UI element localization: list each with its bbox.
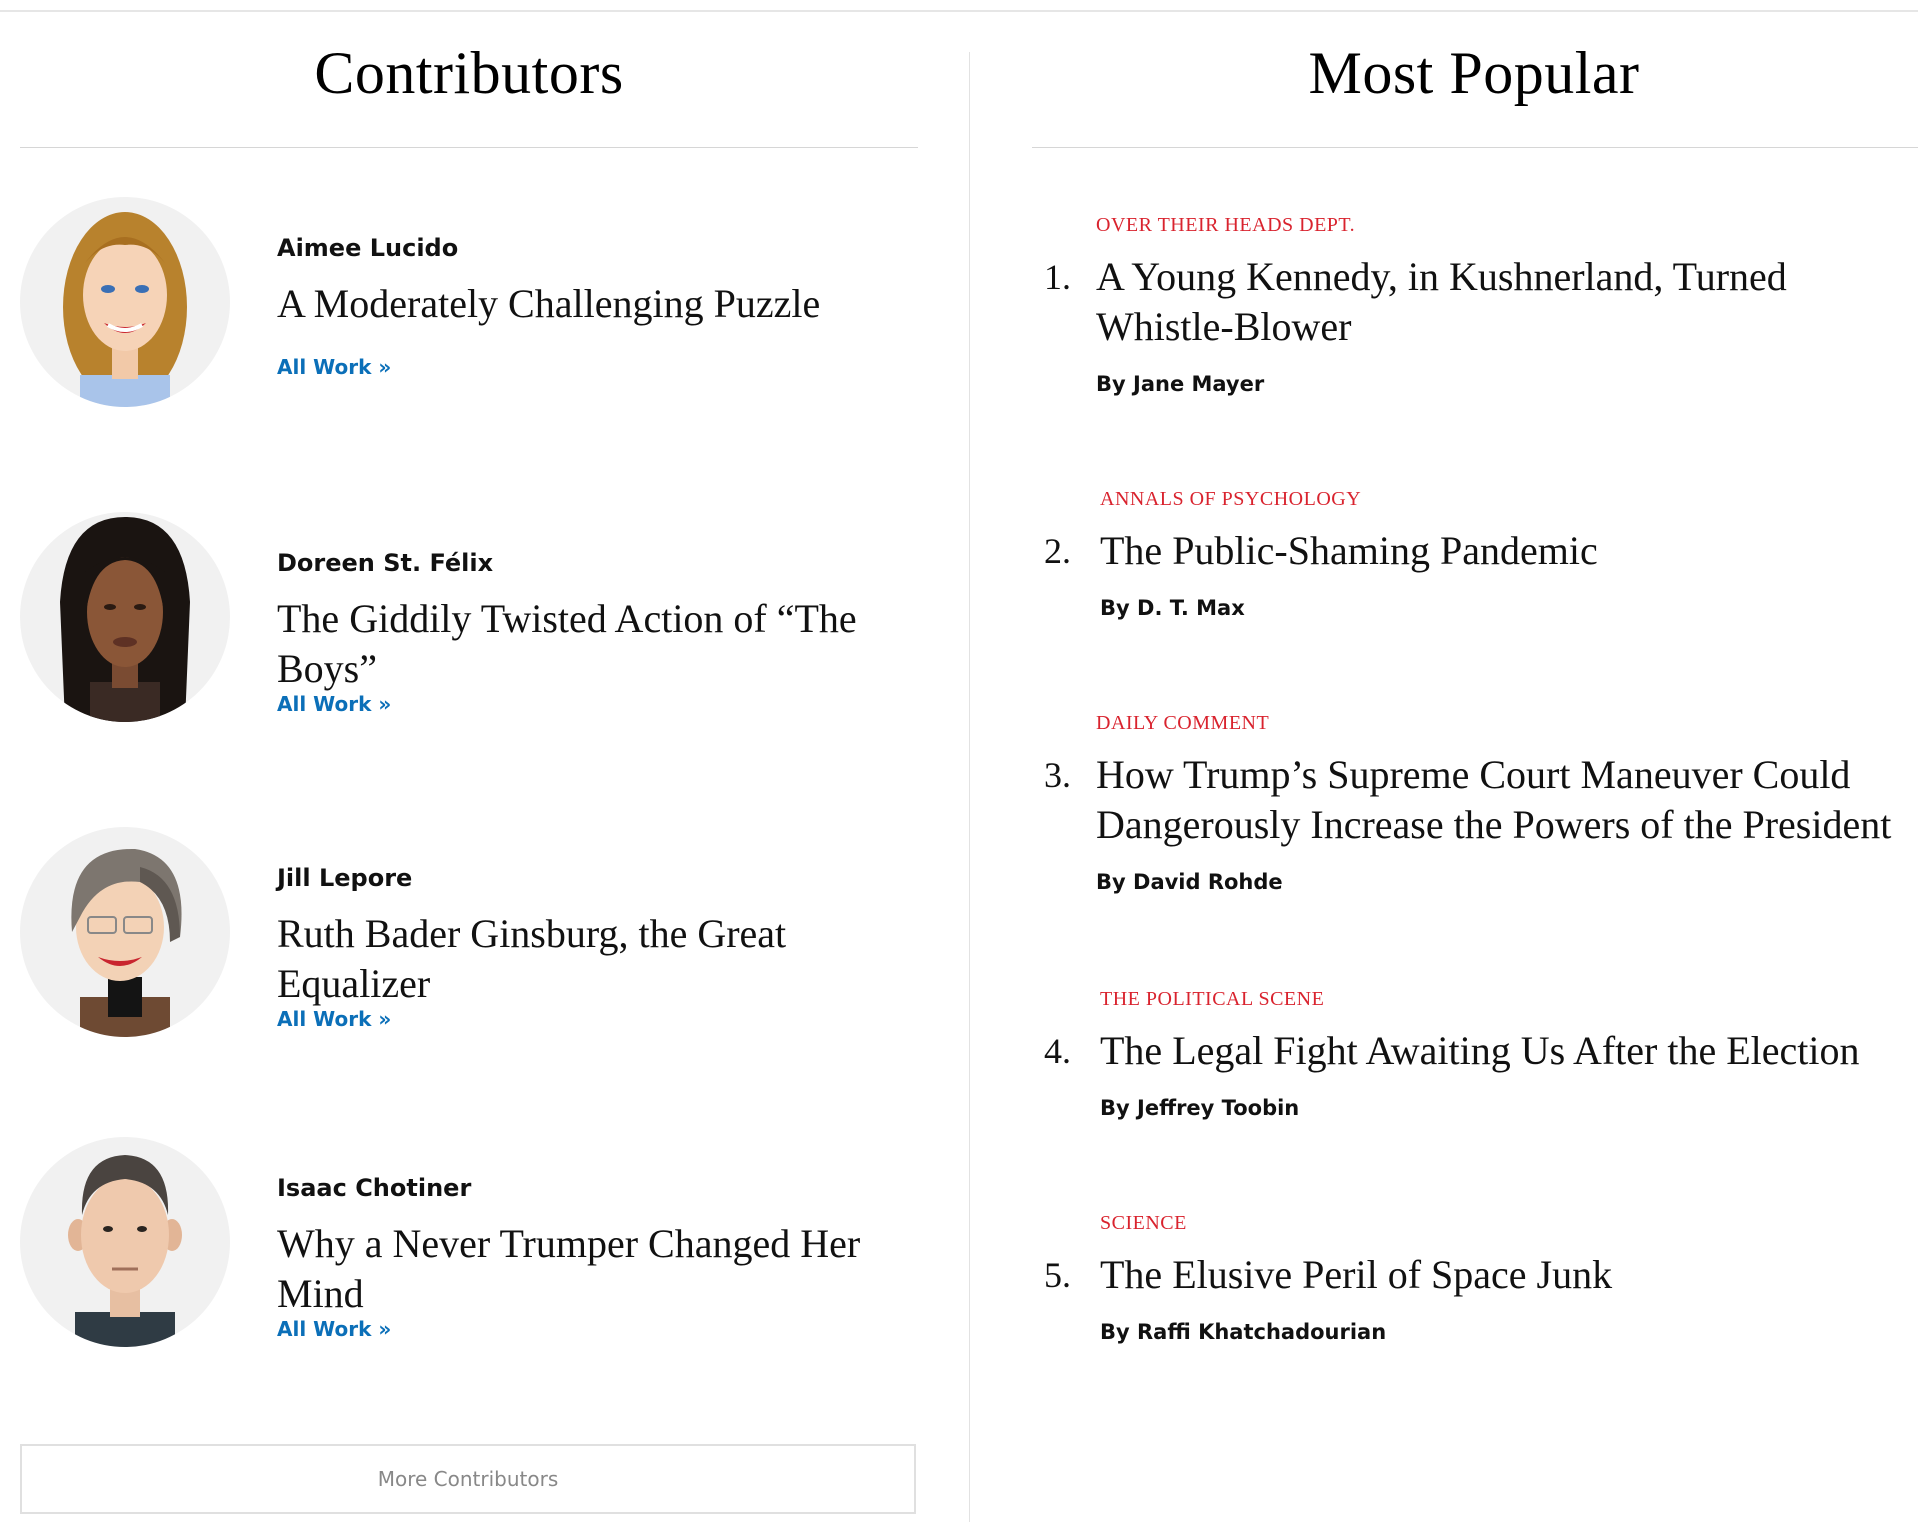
top-divider bbox=[0, 10, 1918, 12]
contributor-card bbox=[20, 1137, 918, 1367]
byline[interactable]: By Jane Mayer bbox=[1096, 372, 1265, 396]
byline[interactable]: By D. T. Max bbox=[1100, 596, 1245, 620]
avatar-illustration-isaac bbox=[20, 1137, 230, 1347]
contributor-name[interactable]: Isaac Chotiner bbox=[277, 1174, 472, 1202]
rank-number: 5. bbox=[1044, 1255, 1071, 1295]
contributor-card bbox=[20, 512, 918, 742]
avatar-illustration-aimee bbox=[20, 197, 230, 407]
all-work-link[interactable]: All Work » bbox=[277, 355, 392, 379]
contributors-heading-rule bbox=[20, 147, 918, 148]
contributor-name[interactable]: Doreen St. Félix bbox=[277, 549, 494, 577]
byline[interactable]: By David Rohde bbox=[1096, 870, 1283, 894]
rank-number: 1. bbox=[1044, 257, 1071, 297]
more-contributors-button[interactable]: More Contributors bbox=[20, 1444, 916, 1514]
rubric-link[interactable]: SCIENCE bbox=[1100, 1212, 1187, 1234]
popular-headline[interactable]: The Public-Shaming Pandemic bbox=[1100, 528, 1598, 573]
popular-headline[interactable]: A Young Kennedy, in Kushnerland, Turned Whistle-Blower bbox=[1096, 254, 1787, 349]
avatar[interactable] bbox=[20, 197, 230, 407]
avatar-illustration-jill bbox=[20, 827, 230, 1037]
avatar[interactable] bbox=[20, 827, 230, 1037]
contributors-heading: Contributors bbox=[314, 40, 624, 106]
contributor-name[interactable]: Aimee Lucido bbox=[277, 234, 459, 262]
most-popular-heading: Most Popular bbox=[1308, 40, 1640, 106]
byline[interactable]: By Jeffrey Toobin bbox=[1100, 1096, 1300, 1120]
avatar-illustration-doreen bbox=[20, 512, 230, 722]
column-divider bbox=[969, 52, 970, 1522]
popular-headline[interactable]: The Elusive Peril of Space Junk bbox=[1100, 1252, 1613, 1297]
contributor-headline[interactable]: A Moderately Challenging Puzzle bbox=[277, 281, 821, 326]
rubric-link[interactable]: OVER THEIR HEADS DEPT. bbox=[1096, 214, 1356, 236]
avatar[interactable] bbox=[20, 1137, 230, 1347]
all-work-link[interactable]: All Work » bbox=[277, 692, 392, 716]
rank-number: 4. bbox=[1044, 1031, 1071, 1071]
contributor-headline[interactable]: Ruth Bader Ginsburg, the Great Equalizer bbox=[277, 911, 787, 1006]
popular-headline[interactable]: The Legal Fight Awaiting Us After the Election bbox=[1100, 1028, 1860, 1073]
rubric-link[interactable]: DAILY COMMENT bbox=[1096, 712, 1270, 734]
all-work-link[interactable]: All Work » bbox=[277, 1317, 392, 1341]
contributor-name[interactable]: Jill Lepore bbox=[277, 864, 413, 892]
all-work-link[interactable]: All Work » bbox=[277, 1007, 392, 1031]
contributor-headline[interactable]: The Giddily Twisted Action of “The Boys” bbox=[277, 596, 857, 691]
rank-number: 3. bbox=[1044, 755, 1071, 795]
contributor-headline[interactable]: Why a Never Trumper Changed Her Mind bbox=[277, 1221, 861, 1316]
avatar[interactable] bbox=[20, 512, 230, 722]
byline[interactable]: By Raffi Khatchadourian bbox=[1100, 1320, 1387, 1344]
rank-number: 2. bbox=[1044, 531, 1071, 571]
most-popular-heading-rule bbox=[1032, 147, 1918, 148]
contributor-card bbox=[20, 197, 918, 427]
rubric-link[interactable]: ANNALS OF PSYCHOLOGY bbox=[1100, 488, 1362, 510]
rubric-link[interactable]: THE POLITICAL SCENE bbox=[1100, 988, 1325, 1010]
popular-headline[interactable]: How Trump’s Supreme Court Maneuver Could Dangerously Increase the Powers of the President bbox=[1096, 752, 1892, 847]
contributor-card bbox=[20, 827, 918, 1057]
